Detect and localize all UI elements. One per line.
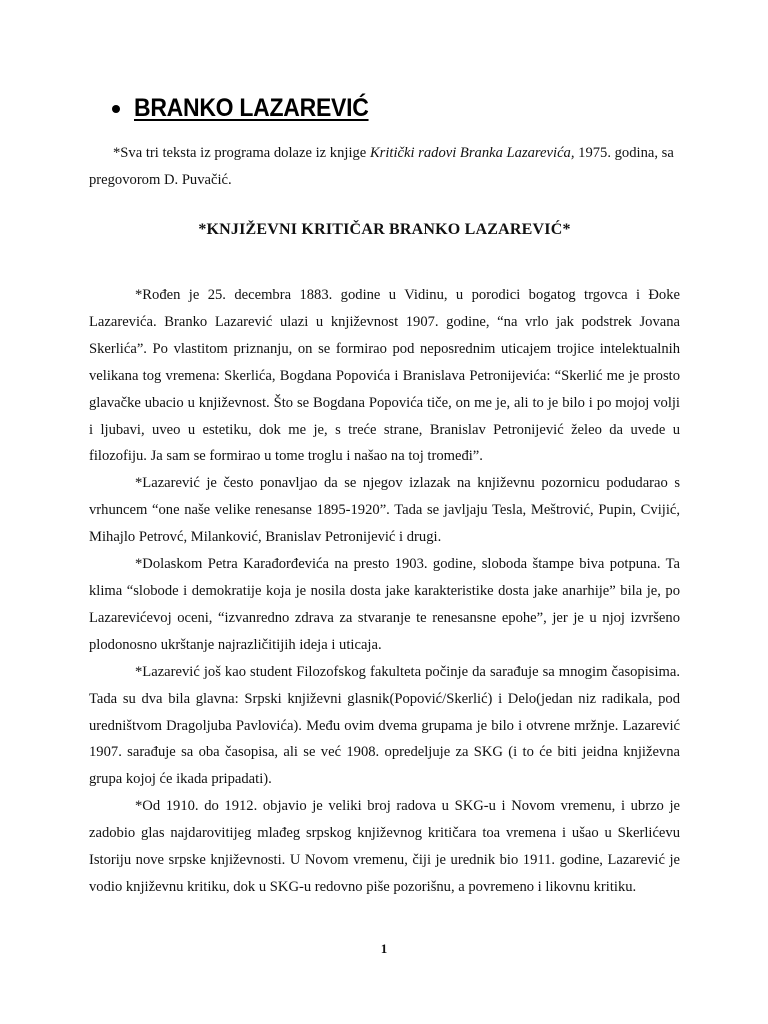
source-note	[89, 140, 680, 194]
bullet-icon	[112, 105, 120, 113]
paragraph: *Lazarević još kao student Filozofskog fakulteta počinje da sarađuje sa mnogim časopisima. Tada su dva bila glavna: Srpski književni glasnik(Popović/Skerlić) i Delo(jedan niz radikala, pod uredništvom Dragoljuba Pavlovića). Među ovim dvema grupama je bilo i otvrene mržnje. Lazarević 1907. sarađuje sa oba časopisa, ali se već 1908. opredeljuje za SKG (i to će biti jeidna književna grupa kojoj će ikada pripadati).	[89, 663, 680, 788]
page-number: 1	[380, 941, 388, 956]
paragraph: *Od 1910. do 1912. objavio je veliki broj radova u SKG-u i Novom vremenu, i ubrzo je zadobio glas najdarovitijeg mlađeg srpskog književnog kritičara toa vremena i ušao u Skerlićevu Istoriju nove srpske književnosti. U Novom vremenu, čiji je urednik bio 1911. godine, Lazarević je vodio književnu kritiku, dok u SKG-u redovno piše pozorišnu, a povremeno i likovnu kritiku.	[89, 798, 680, 895]
paragraph: *Rođen je 25. decembra 1883. godine u Vidinu, u porodici bogatog trgovca i Đoke Lazarevića. Branko Lazarević ulazi u književnost 1907. godine, “na vrlo jak podstrek Jovana Skerlića”. Po vlastitom priznanju, on se formirao pod neposrednim uticajem trojice intelektualnih velikana tog vremena: Skerlića, Bogdana Popovića i Branislava Petronijevića: “Skerlić me je prosto glavačke ubacio u književnost. Što se Bogdana Popovića tiče, on me je, ali to je bilo i po mojoj volji i ljubavi, uveo u estetiku, dok me je, s treće strane, Branislav Petronijević želeo da uvede u filozofiju. Ja sam se formirao u tome troglu i našao na toj tromeđi”.	[89, 287, 680, 465]
source-note-text-end: 1975. godina, sa pregovorom D. Puvačić.	[89, 145, 674, 188]
page-heading: BRANKO LAZAREVIĆ	[134, 94, 369, 122]
book-title: Kritički radovi Branka Lazarevića,	[369, 145, 575, 161]
heading-row	[112, 94, 389, 123]
source-note-text: *Sva tri teksta iz programa dolaze iz knjige	[113, 145, 370, 161]
section-title: *KNJIŽEVNI KRITIČAR BRANKO LAZAREVIĆ*	[198, 221, 571, 238]
paragraph: *Lazarević je često ponavljao da se njegov izlazak na književnu pozornicu podudarao s vrhuncem “one naše velike renesanse 1895-1920”. Tada se javljaju Tesla, Meštrović, Pupin, Cvijić, Mihajlo Petrovć, Milanković, Branislav Petronijević i drugi.	[89, 475, 680, 546]
paragraph: *Dolaskom Petra Karađorđevića na presto 1903. godine, sloboda štampe biva potpuna. Ta klima “slobode i demokratije koja je nosila dosta jake karakteristike dosta jake anarhije” bila je, po Lazarevićevoj oceni, “izvanredno zdrava za stvaranje te renesansne epohe”, jer je u njoj izvršeno plodonosno ukrštanje najrazličitijih ideja i uticaja.	[89, 556, 680, 653]
body-text	[89, 282, 680, 901]
